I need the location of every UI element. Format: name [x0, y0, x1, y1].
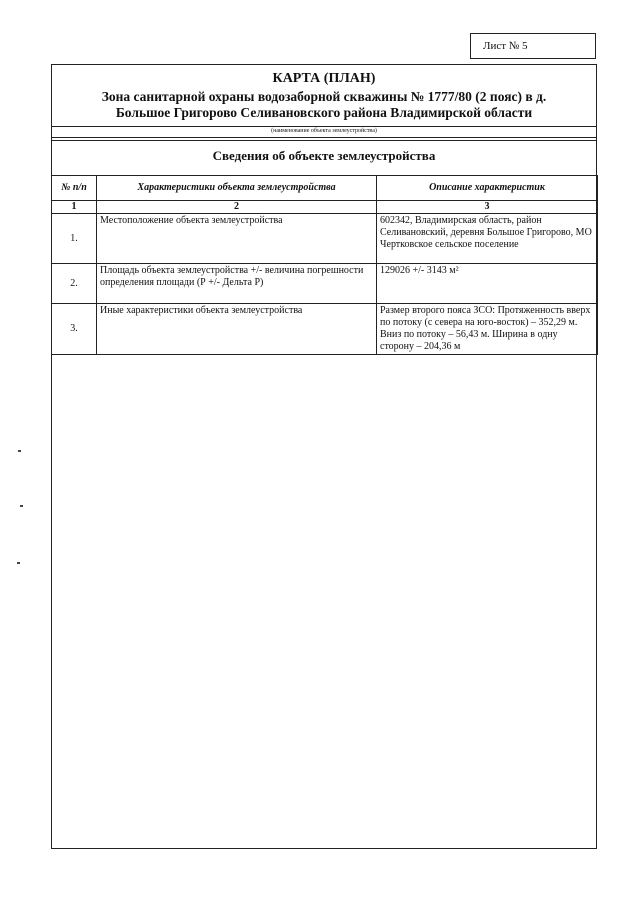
row-number: 2.: [52, 264, 97, 304]
object-info-table: [51, 175, 598, 355]
row-description: 129026 +/- 3143 м²: [377, 264, 598, 304]
row-characteristic: Местоположение объекта землеустройства: [97, 214, 377, 264]
row-number: 3.: [52, 304, 97, 355]
row-characteristic: Площадь объекта землеустройства +/- величина погрешности определения площади (Р +/- Дельта Р): [97, 264, 377, 304]
margin-mark: [20, 505, 23, 507]
margin-mark: [18, 450, 21, 452]
table-header-row: [52, 176, 598, 201]
header-divider-double: [52, 140, 596, 141]
row-description: Размер второго пояса ЗСО: Протяженность вверх по потоку (с севера на юго-восток) – 352,29 м. Вниз по потоку – 56,43 м. Ширина в одну сторону – 204,36 м: [377, 304, 598, 355]
header-divider: [52, 137, 596, 138]
document-frame: [51, 64, 597, 849]
section-title: Сведения об объекте землеустройства: [212, 148, 436, 163]
table-row: [52, 304, 598, 355]
column-number-1: 1: [52, 201, 97, 214]
header-number: № п/п: [52, 176, 97, 201]
row-number: 1.: [52, 214, 97, 264]
object-name: [62, 89, 586, 121]
column-number-3: 3: [377, 201, 598, 214]
row-description: 602342, Владимирская область, район Селивановский, деревня Большое Григорово, МО Чертковское сельское поселение: [377, 214, 598, 264]
table-row: [52, 214, 598, 264]
object-name-line-2: Большое Григорово Селивановского района Владимирской области: [115, 105, 533, 120]
object-name-line-1: Зона санитарной охраны водозаборной скважины № 1777/80 (2 пояс) в д.: [101, 89, 547, 104]
row-characteristic: Иные характеристики объекта землеустройства: [97, 304, 377, 355]
column-number-2: 2: [97, 201, 377, 214]
table-row: [52, 264, 598, 304]
map-title: КАРТА (ПЛАН): [272, 71, 376, 86]
sheet-number-label: Лист № 5: [470, 33, 596, 59]
object-name-caption: (наименование объекта землеустройства): [271, 128, 377, 134]
column-numbers-row: [52, 201, 598, 214]
margin-mark: [17, 562, 20, 564]
header-description: Описание характеристик: [377, 176, 598, 201]
header-characteristic: Характеристики объекта землеустройства: [97, 176, 377, 201]
